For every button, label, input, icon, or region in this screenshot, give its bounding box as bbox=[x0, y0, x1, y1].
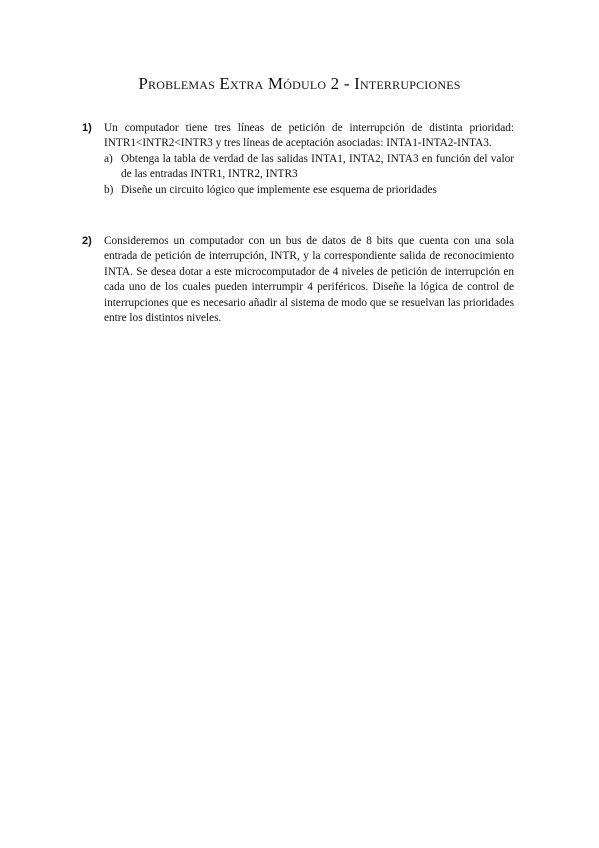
subitem-list bbox=[104, 152, 514, 198]
problem-number: 2) bbox=[82, 235, 92, 247]
subitem-text: Obtenga la tabla de verdad de las salidas INTA1, INTA2, INTA3 en función del valor de las entradas INTR1, INTR2, INTR3 bbox=[121, 152, 514, 181]
problem-text: Consideremos un computador con un bus de datos de 8 bits que cuenta con una sola entrada de petición de interrupción, INTR, y la correspondiente salida de reconocimiento INTA. Se desea dotar a este microcomputador de 4 niveles de petición de interrupción en cada uno de los cuales pueden interrumpir 4 periféricos. Diseñe la lógica de control de interrupciones que es necesario añadir al sistema de modo que se resuelvan las prioridades entre los distintos niveles. bbox=[104, 235, 514, 325]
subitem-a bbox=[104, 152, 514, 183]
problem-2 bbox=[82, 234, 514, 326]
problem-number: 1) bbox=[82, 122, 92, 134]
page-title: Problemas Extra Módulo 2 - Interrupciones bbox=[138, 74, 461, 93]
problem-text: Un computador tiene tres líneas de petición de interrupción de distinta prioridad: INTR1<INTR2<INTR3 y tres líneas de aceptación asociadas: INTA1-INTA2-INTA3. bbox=[104, 122, 514, 150]
subitem-marker: a) bbox=[104, 152, 113, 165]
subitem-b bbox=[104, 183, 514, 198]
subitem-text: Diseñe un circuito lógico que implemente ese esquema de prioridades bbox=[121, 183, 437, 196]
problem-1 bbox=[82, 121, 514, 198]
subitem-marker: b) bbox=[104, 183, 114, 196]
